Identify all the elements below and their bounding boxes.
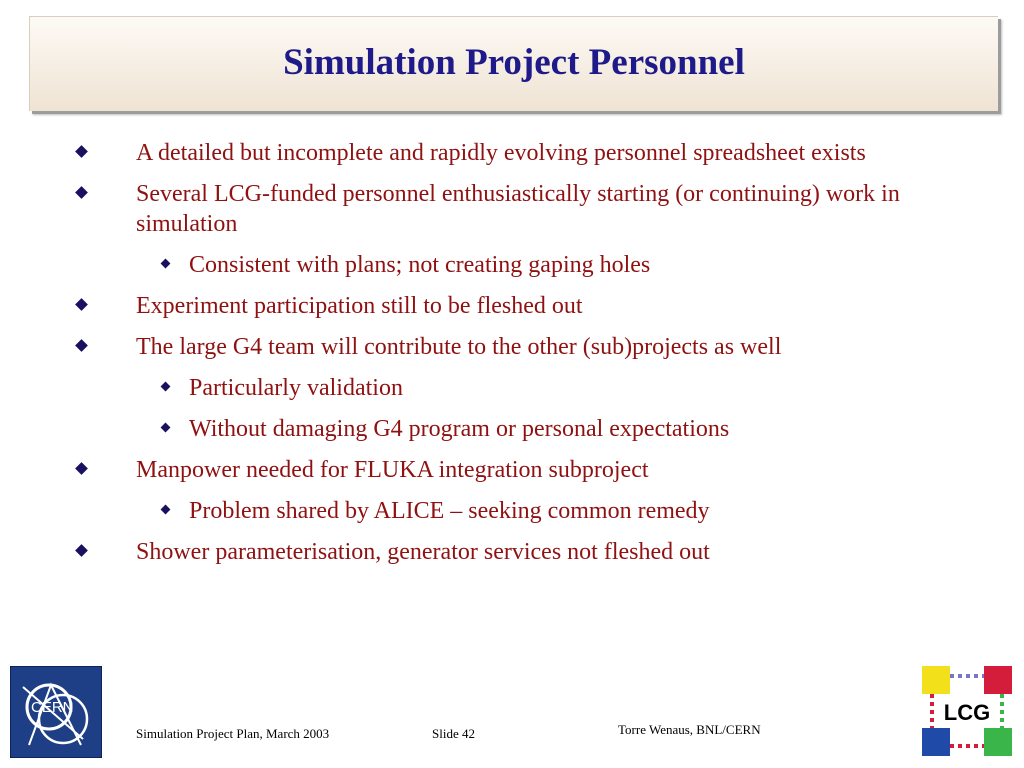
cern-logo [10,666,102,758]
bullet-text: Shower parameterisation, generator services not fleshed out [136,539,710,565]
diamond-bullet-icon [161,259,171,269]
footer-presentation-title: Simulation Project Plan, March 2003 [136,726,330,741]
bullet-text: Manpower needed for FLUKA integration subproject [136,457,649,483]
diamond-bullet-icon [161,505,171,515]
bullet-item [0,291,1024,321]
diamond-bullet-icon [75,298,88,311]
sub-bullet-item [0,373,1024,403]
diamond-bullet-icon [75,186,88,199]
bullet-list [0,138,1024,578]
sub-bullet-text: Consistent with plans; not creating gaping holes [189,252,651,278]
bullet-item [0,332,1024,362]
bullet-item [0,455,1024,485]
bullet-text: The large G4 team will contribute to the other (sub)projects as well [136,334,782,360]
sub-bullet-item [0,414,1024,444]
sub-bullet-text: Problem shared by ALICE – seeking common remedy [189,498,710,524]
sub-bullet-text: Without damaging G4 program or personal expectations [189,416,730,442]
bullet-item [0,138,1024,168]
sub-bullet-text: Particularly validation [189,375,403,401]
diamond-bullet-icon [161,423,171,433]
cern-logo-icon [11,667,101,757]
bullet-text: Several LCG-funded personnel enthusiastically starting (or continuing) work in simulation [136,181,900,237]
bullet-text: Experiment participation still to be fleshed out [136,293,583,319]
bullet-item [0,537,1024,567]
lcg-logo [920,664,1014,758]
diamond-bullet-icon [161,382,171,392]
title-bar [29,16,998,111]
cern-logo-text: CERN [31,699,74,716]
lcg-logo-text: LCG [943,700,991,725]
slide-title: Simulation Project Personnel [283,41,745,83]
bullet-item [0,179,1024,239]
diamond-bullet-icon [75,462,88,475]
footer-author: Torre Wenaus, BNL/CERN [618,722,761,737]
footer-slide-number: Slide 42 [432,726,475,741]
diamond-bullet-icon [75,145,88,158]
diamond-bullet-icon [75,339,88,352]
lcg-logo-icon [920,664,1014,758]
sub-bullet-item [0,496,1024,526]
diamond-bullet-icon [75,544,88,557]
bullet-text: A detailed but incomplete and rapidly evolving personnel spreadsheet exists [136,140,866,166]
sub-bullet-item [0,250,1024,280]
